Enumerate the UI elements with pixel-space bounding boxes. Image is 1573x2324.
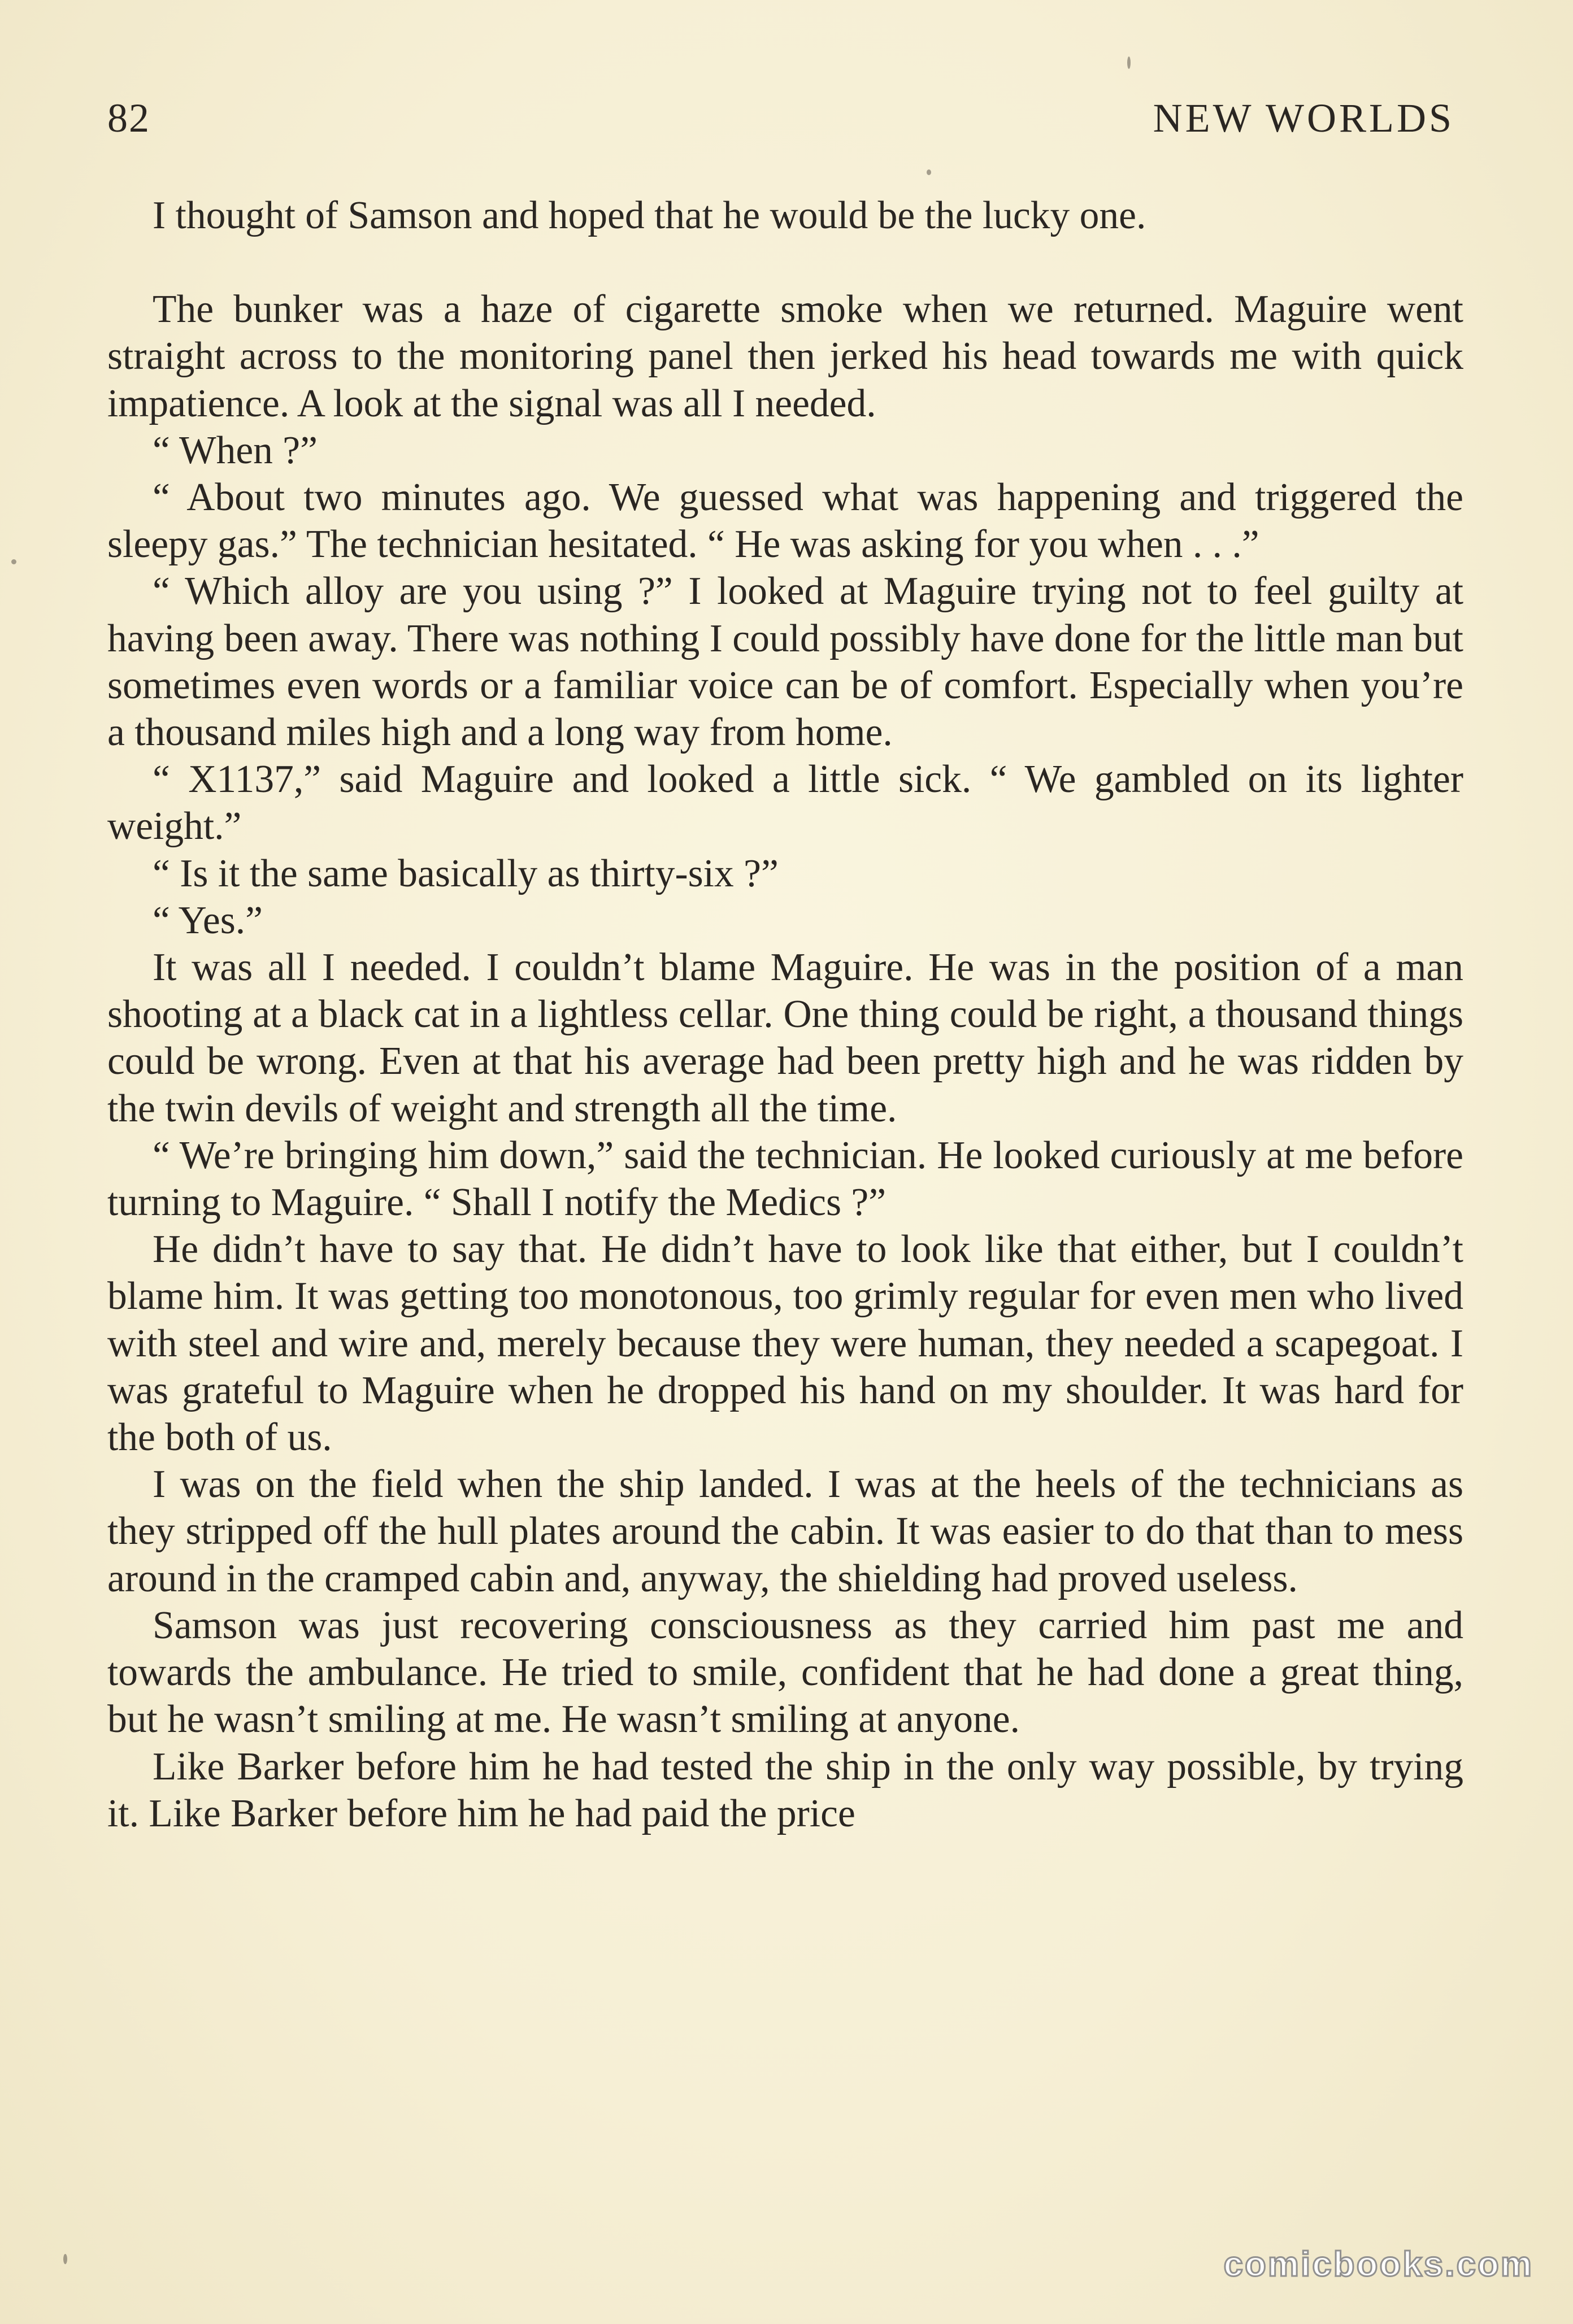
watermark-logo: comicbooks.com: [1223, 2245, 1533, 2284]
paragraph: He didn’t have to say that. He didn’t have to look like that either, but I couldn’t blame him. It was getting too monotonous, too grimly regular for even men who lived with steel and wire and, merely because they were human, they needed a scapegoat. I was grateful to Maguire when he dropped his hand on my shoulder. It was hard for the both of us.: [107, 1228, 1463, 1460]
paragraph: I was on the field when the ship landed. I was at the heels of the technicians as they stripped off the hull plates around the cabin. It was easier to do that than to mess around in the cramped cabin and, anyway, the shielding had proved useless.: [107, 1463, 1463, 1600]
paragraph: “ Yes.”: [153, 898, 263, 942]
page-number: 82: [107, 95, 150, 141]
paper-speck: [927, 169, 931, 175]
paragraph: “ X1137,” said Maguire and looked a little sick. “ We gambled on its lighter weight.”: [107, 758, 1463, 848]
paper-speck: [1127, 56, 1131, 69]
paper-speck: [11, 559, 16, 564]
paper-speck: [63, 2254, 67, 2264]
paragraph: “ Which alloy are you using ?” I looked at Maguire trying not to feel guilty at having been away. There was nothing I could possibly have done for the little man but sometimes even words or a familiar voice can be of comfort. Especially when you’re a thousand miles high and a long way from home.: [107, 569, 1463, 755]
paragraph: “ About two minutes ago. We guessed what was happening and triggered the sleepy gas.” The technician hesitated. “ He was asking for you when . . .”: [107, 476, 1463, 567]
paragraph: “ Is it the same basically as thirty-six ?”: [153, 851, 779, 895]
paragraph: Like Barker before him he had tested the ship in the only way possible, by trying it. Like Barker before him he had paid the price: [107, 1744, 1463, 1835]
page-header: [107, 95, 1454, 157]
paragraph: I thought of Samson and hoped that he would be the lucky one.: [153, 194, 1146, 237]
paragraph: The bunker was a haze of cigarette smoke when we returned. Maguire went straight across to the monitoring panel then jerked his head towards me with quick impatience. A look at the signal was all I needed.: [107, 288, 1463, 425]
paragraph: Samson was just recovering consciousness as they carried him past me and towards the ambulance. He tried to smile, confident that he had done a great thing, but he wasn’t smiling at me. He wasn’t smiling at anyone.: [107, 1603, 1463, 1742]
running-head: NEW WORLDS: [1153, 95, 1454, 141]
body-text: [107, 192, 1463, 1837]
paragraph: “ We’re bringing him down,” said the technician. He looked curiously at me before turning to Maguire. “ Shall I notify the Medics ?”: [107, 1133, 1463, 1225]
paragraph: “ When ?”: [153, 428, 318, 472]
paragraph: It was all I needed. I couldn’t blame Maguire. He was in the position of a man shooting at a black cat in a lightless cellar. One thing could be right, a thousand things could be wrong. Even at that his average had been pretty high and he was ridden by the twin devils of weight and strength all the time.: [107, 946, 1463, 1130]
